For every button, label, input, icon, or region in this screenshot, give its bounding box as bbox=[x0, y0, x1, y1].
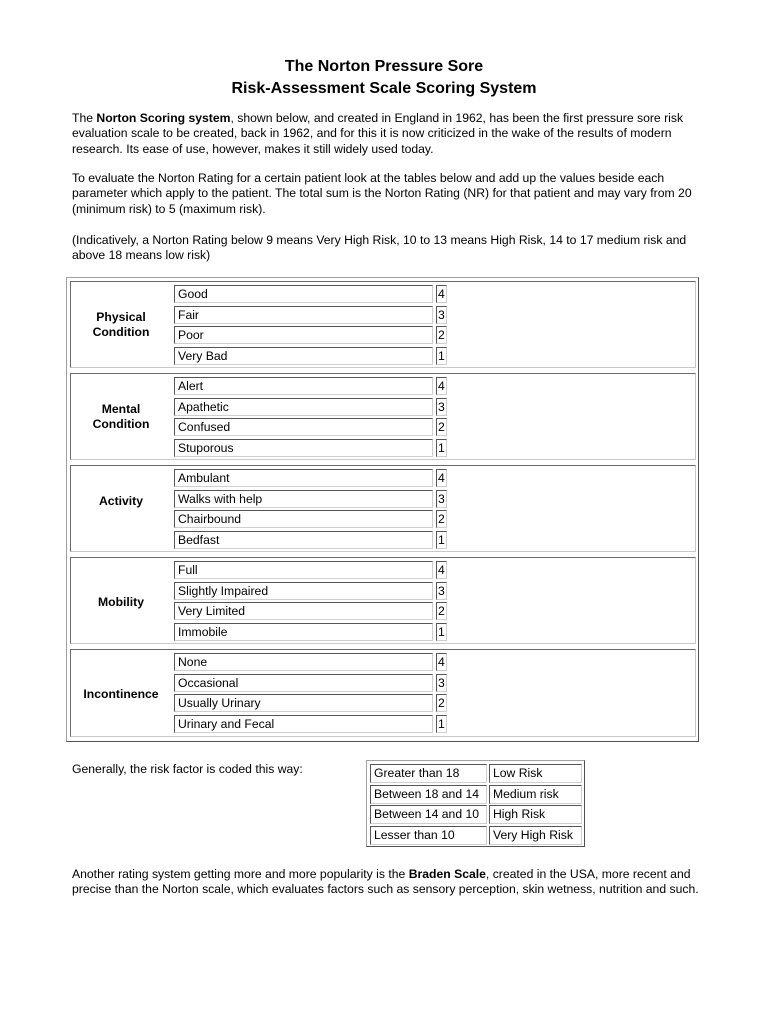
option-label: Good bbox=[174, 285, 433, 303]
option-label: Slightly Impaired bbox=[174, 582, 433, 600]
category-label: Incontinence bbox=[83, 687, 159, 701]
braden-paragraph: Another rating system getting more and more popularity is the Braden Scale, created in the USA, more recent and precise than the Norton scale, which evaluates factors such as sensory perception, skin wetness, nutrition and such. bbox=[72, 867, 699, 897]
intro-paragraph: The Norton Scoring system, shown below, and created in England in 1962, has been the first pressure sore risk evaluation scale to be created, back in 1962, and for this it is now criticized in the wake of the results of modern research. Its ease of use, however, makes it still widely used today. bbox=[72, 111, 684, 156]
option-label: Very Bad bbox=[174, 347, 433, 365]
page-title-line1: The Norton Pressure Sore bbox=[284, 58, 484, 75]
option-score: 3 bbox=[436, 674, 447, 692]
risk-range-cell: Greater than 18 bbox=[370, 764, 487, 783]
option-score: 3 bbox=[436, 306, 447, 324]
option-score: 2 bbox=[436, 418, 447, 436]
category-label: Activity bbox=[98, 494, 144, 508]
option-score: 1 bbox=[436, 715, 447, 733]
indicative-paragraph: (Indicatively, a Norton Rating below 9 means Very High Risk, 10 to 13 means High Risk, 14 to 17 medium risk and above 18 means low risk) bbox=[72, 233, 687, 263]
risk-intro-text: Generally, the risk factor is coded this way: bbox=[72, 762, 303, 776]
instructions-paragraph: To evaluate the Norton Rating for a certain patient look at the tables below and add up the values beside each parameter which apply to the patient. The total sum is the Norton Rating (NR) for that patient and may vary from 20 (minimum risk) to 5 (maximum risk). bbox=[72, 171, 692, 216]
option-score: 2 bbox=[436, 510, 447, 528]
option-score: 4 bbox=[436, 653, 447, 671]
option-score: 2 bbox=[436, 694, 447, 712]
option-score: 4 bbox=[436, 469, 447, 487]
category-label: Physical Condition bbox=[92, 310, 150, 339]
option-label: None bbox=[174, 653, 433, 671]
option-score: 1 bbox=[436, 531, 447, 549]
risk-level-cell: High Risk bbox=[489, 805, 582, 824]
page-title-line2: Risk-Assessment Scale Scoring System bbox=[231, 80, 537, 97]
option-score: 2 bbox=[436, 602, 447, 620]
risk-range-cell: Between 14 and 10 bbox=[370, 805, 487, 824]
option-label: Apathetic bbox=[174, 398, 433, 416]
option-label: Very Limited bbox=[174, 602, 433, 620]
risk-range-cell: Lesser than 10 bbox=[370, 826, 487, 845]
option-score: 3 bbox=[436, 582, 447, 600]
option-label: Poor bbox=[174, 326, 433, 344]
category-group bbox=[70, 557, 696, 644]
option-label: Urinary and Fecal bbox=[174, 715, 433, 733]
risk-coding-table bbox=[366, 760, 585, 847]
option-label: Walks with help bbox=[174, 490, 433, 508]
option-label: Full bbox=[174, 561, 433, 579]
category-group bbox=[70, 649, 696, 737]
option-score: 1 bbox=[436, 347, 447, 365]
option-label: Occasional bbox=[174, 674, 433, 692]
option-score: 4 bbox=[436, 561, 447, 579]
risk-level-cell: Very High Risk bbox=[489, 826, 582, 845]
option-label: Fair bbox=[174, 306, 433, 324]
option-label: Immobile bbox=[174, 623, 433, 641]
option-score: 2 bbox=[436, 326, 447, 344]
option-score: 3 bbox=[436, 398, 447, 416]
risk-level-cell: Low Risk bbox=[489, 764, 582, 783]
option-score: 4 bbox=[436, 285, 447, 303]
option-label: Chairbound bbox=[174, 510, 433, 528]
option-score: 1 bbox=[436, 439, 447, 457]
option-score: 1 bbox=[436, 623, 447, 641]
category-label: Mobility bbox=[97, 595, 145, 609]
option-label: Bedfast bbox=[174, 531, 433, 549]
option-label: Confused bbox=[174, 418, 433, 436]
category-group bbox=[70, 373, 696, 460]
option-score: 4 bbox=[436, 377, 447, 395]
option-score: 3 bbox=[436, 490, 447, 508]
risk-level-cell: Medium risk bbox=[489, 785, 582, 804]
option-label: Ambulant bbox=[174, 469, 433, 487]
option-label: Usually Urinary bbox=[174, 694, 433, 712]
risk-range-cell: Between 18 and 14 bbox=[370, 785, 487, 804]
category-group bbox=[70, 465, 696, 552]
option-label: Alert bbox=[174, 377, 433, 395]
category-label: Mental Condition bbox=[92, 402, 150, 431]
option-label: Stuporous bbox=[174, 439, 433, 457]
category-group bbox=[70, 281, 696, 368]
